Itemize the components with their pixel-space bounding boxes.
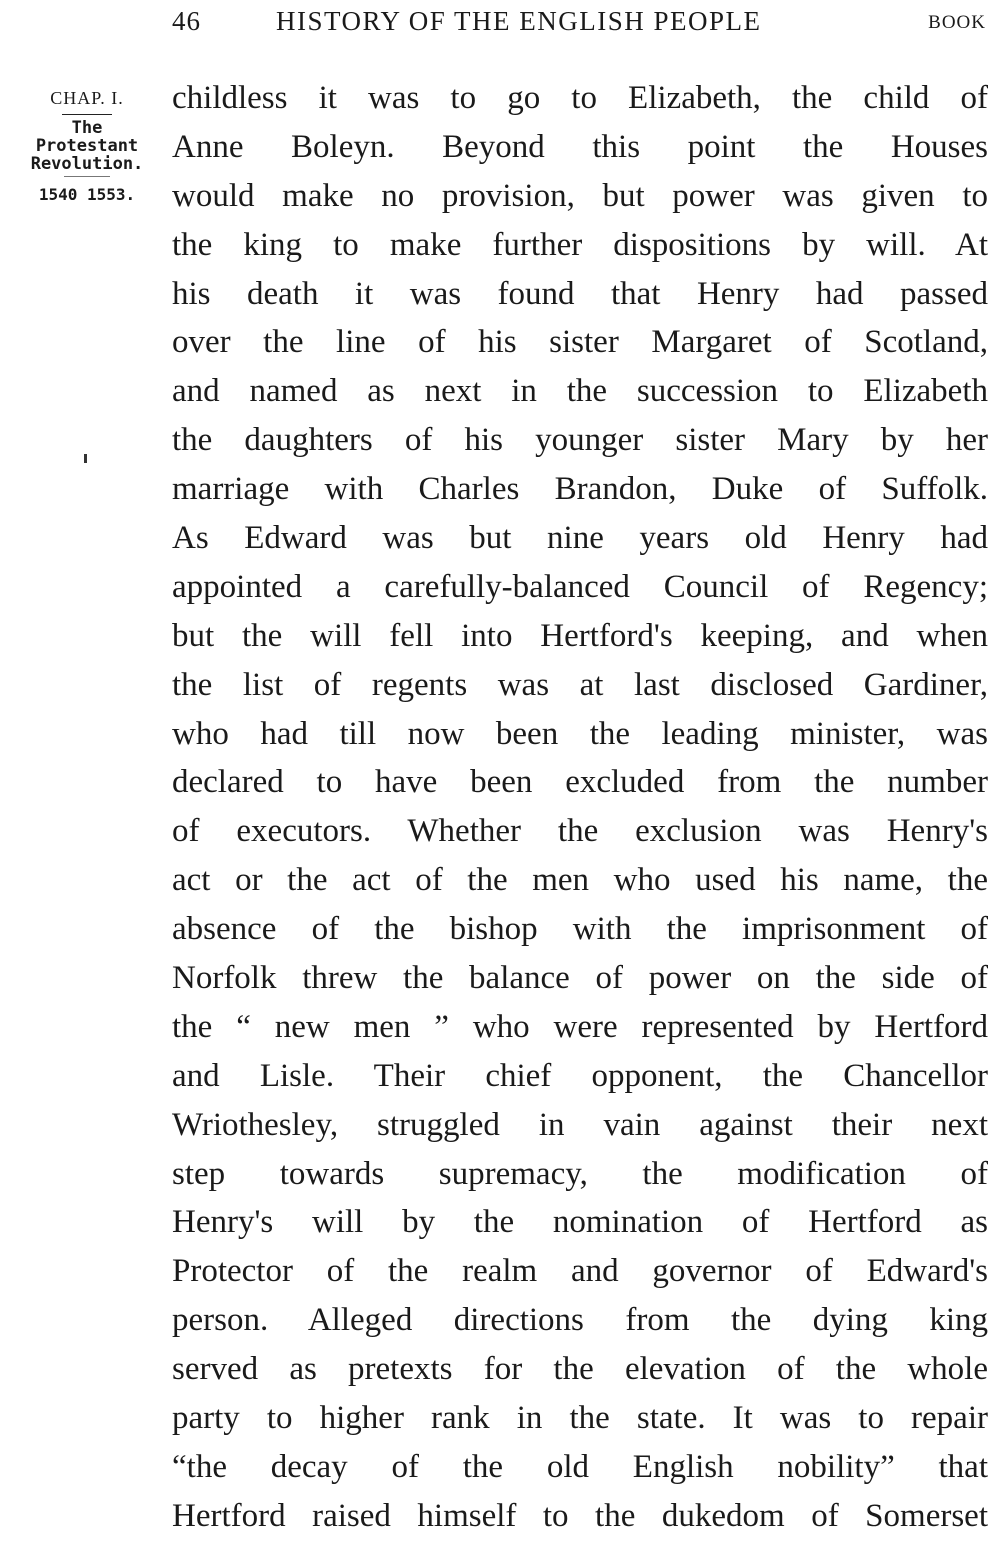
text-line: of executors. Whether the exclusion was Henry's: [172, 813, 988, 850]
text-line: over the line of his sister Margaret of Scotland,: [172, 324, 988, 361]
text-line: party to higher rank in the state. It was to repair: [172, 1400, 988, 1437]
topic-line-1: The: [71, 118, 103, 138]
text-line: absence of the bishop with the imprisonment of: [172, 911, 988, 948]
text-line: appointed a carefully-balanced Council of Regency;: [172, 568, 988, 605]
page-number: 46: [172, 6, 201, 36]
text-line: the daughters of his younger sister Mary by her: [172, 422, 988, 459]
topic-line-3: Revolution.: [30, 154, 144, 174]
text-line: person. Alleged directions from the dying king: [172, 1302, 988, 1339]
page-header: [0, 4, 1000, 44]
book-label: BOOK: [928, 12, 986, 33]
date-range: 1540 1553.: [38, 185, 136, 204]
text-line: the “ new men ” who were represented by Hertford: [172, 1008, 988, 1045]
text-line: the king to make further dispositions by will. At: [172, 226, 988, 263]
sidenote-rule-thin: [64, 176, 110, 177]
text-line: served as pretexts for the elevation of the whole: [172, 1351, 988, 1388]
text-line: act or the act of the men who used his name, the: [172, 862, 988, 899]
text-line: As Edward was but nine years old Henry had: [172, 520, 988, 557]
body-text: [172, 74, 988, 1541]
text-line: marriage with Charles Brandon, Duke of Suffolk.: [172, 471, 988, 508]
text-line: Wriothesley, struggled in vain against their next: [172, 1106, 988, 1143]
topic-line-2: Protestant: [35, 136, 139, 156]
text-line: and named as next in the succession to Elizabeth: [172, 373, 988, 410]
text-line: declared to have been excluded from the number: [172, 764, 988, 801]
text-line: who had till now been the leading minister, was: [172, 715, 988, 752]
chapter-label: CHAP. I.: [50, 88, 124, 108]
text-line: but the will fell into Hertford's keeping, and when: [172, 617, 988, 654]
running-title: HISTORY OF THE ENGLISH PEOPLE: [276, 6, 762, 36]
text-line: “the decay of the old English nobility” that: [172, 1448, 988, 1485]
text-line: Anne Boleyn. Beyond this point the Houses: [172, 128, 988, 165]
margin-sidenote: [14, 84, 160, 207]
text-line: Protector of the realm and governor of Edward's: [172, 1253, 988, 1290]
text-line: childless it was to go to Elizabeth, the child of: [172, 80, 988, 116]
text-line: the list of regents was at last disclosed Gardiner,: [172, 666, 988, 703]
text-line: Norfolk threw the balance of power on the side of: [172, 960, 988, 997]
text-line: his death it was found that Henry had passed: [172, 275, 988, 312]
sidenote-rule: [62, 114, 112, 115]
text-line: Hertford raised himself to the dukedom of Somerset: [172, 1497, 988, 1534]
text-line: Henry's will by the nomination of Hertford as: [172, 1204, 988, 1241]
text-line: would make no provision, but power was given to: [172, 177, 988, 214]
stray-ink-mark: [84, 454, 87, 463]
text-line: step towards supremacy, the modification of: [172, 1155, 988, 1192]
text-line: and Lisle. Their chief opponent, the Chancellor: [172, 1057, 988, 1094]
